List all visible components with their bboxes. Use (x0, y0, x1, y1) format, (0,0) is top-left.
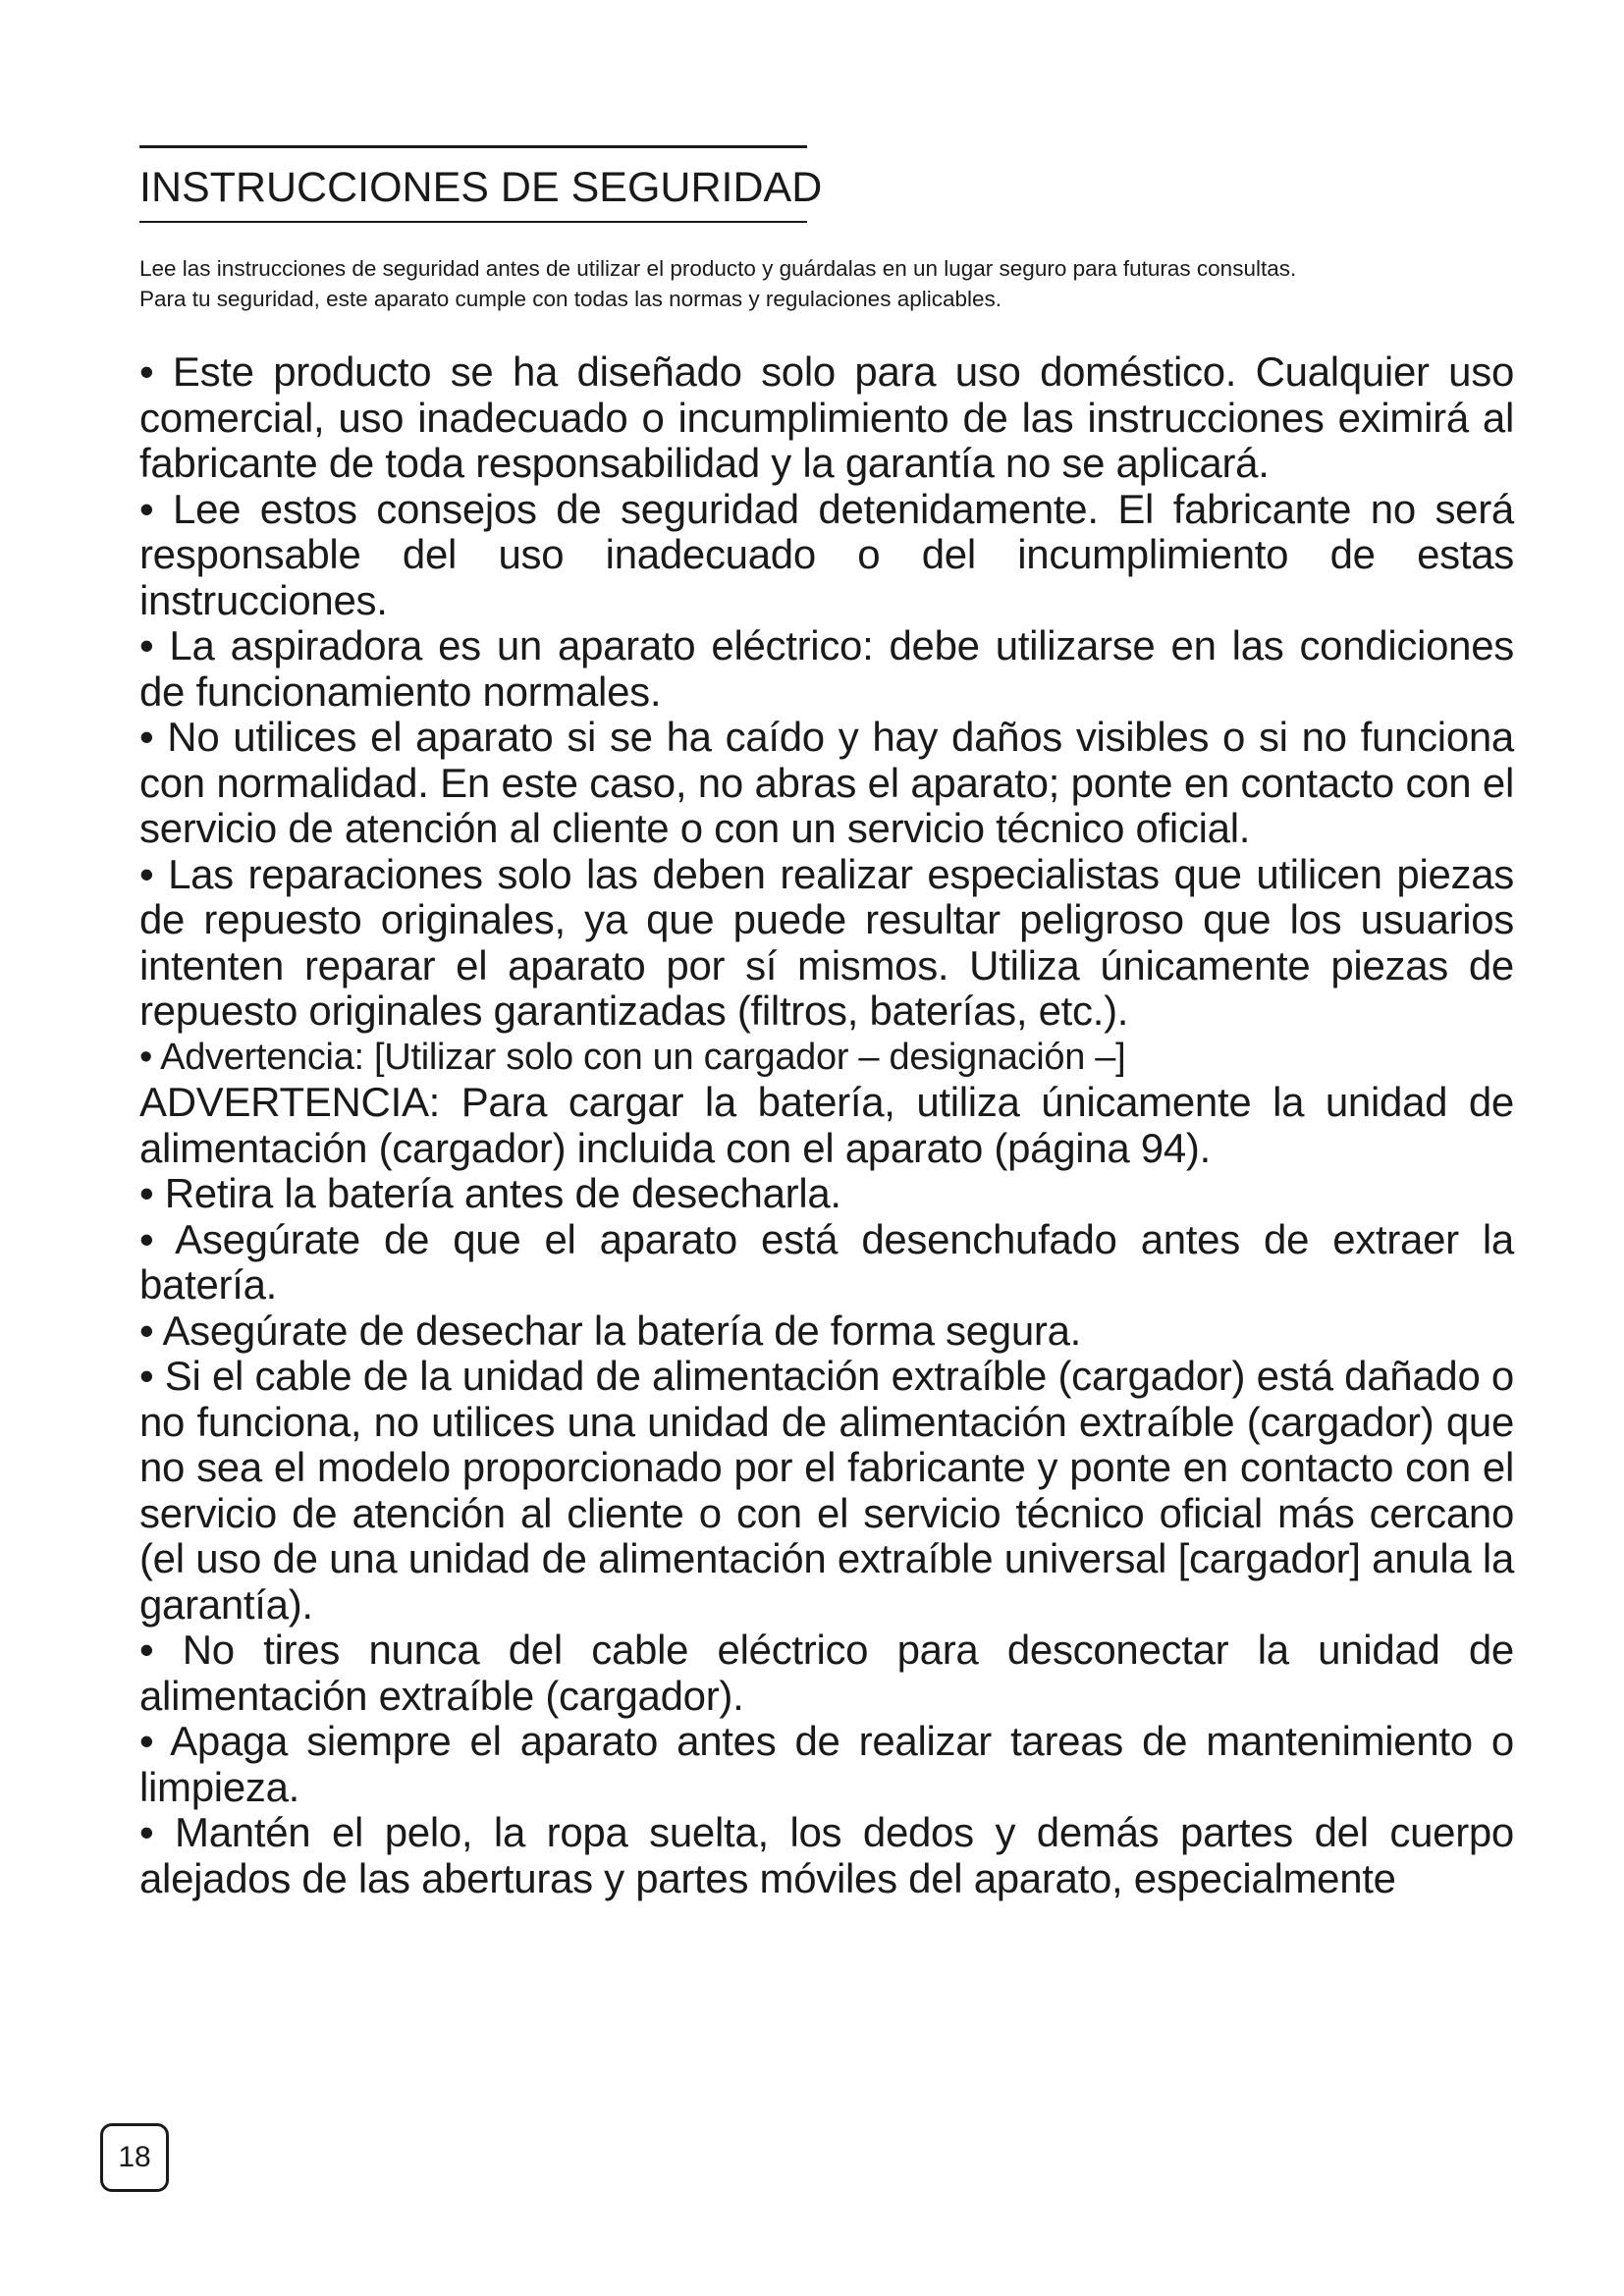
intro-line-1: Lee las instrucciones de seguridad antes de utilizar el producto y guárdalas en un lugar seguro para futuras consultas. (139, 256, 1297, 281)
instruction-item: • Retira la batería antes de desecharla. (139, 1170, 841, 1216)
instruction-item: • La aspiradora es un aparato eléctrico: debe utilizarse en las condiciones de funcionamiento normales. (139, 622, 1514, 715)
section-header (139, 145, 823, 223)
instruction-item: • Este producto se ha diseñado solo para uso doméstico. Cualquier uso comercial, uso inadecuado o incumplimiento de las instrucciones eximirá al fabricante de toda responsabilidad y la garantía no se aplicará. (139, 348, 1514, 486)
header-top-rule (139, 145, 807, 148)
instruction-item: • Si el cable de la unidad de alimentación extraíble (cargador) está dañado o no funciona, no utilices una unidad de alimentación extraíble (cargador) que no sea el modelo proporcionado por el fabricante y ponte en contacto con el servicio de atención al cliente o con el servicio técnico oficial más cercano (el uso de una unidad de alimentación extraíble universal [cargador] anula la garantía). (139, 1353, 1514, 1628)
page-number-badge: 18 (100, 2123, 169, 2192)
instruction-item: • Las reparaciones solo las deben realizar especialistas que utilicen piezas de repuesto originales, ya que puede resultar peligroso que los usuarios intenten reparar el aparato por sí mismos. Utiliza únicamente piezas de repuesto originales garantizadas (filtros, baterías, etc.). (139, 850, 1514, 1034)
instruction-item: • Asegúrate de que el aparato está desenchufado antes de extraer la batería. (139, 1215, 1514, 1308)
instruction-item: • No tires nunca del cable eléctrico para desconectar la unidad de alimentación extraíble (cargador). (139, 1627, 1514, 1719)
intro-paragraph (139, 253, 1534, 314)
instruction-item: • No utilices el aparato si se ha caído y hay daños visibles o si no funciona con normalidad. En este caso, no abras el aparato; ponte en contacto con el servicio de atención al cliente o con un servicio técnico oficial. (139, 714, 1514, 851)
intro-line-2: Para tu seguridad, este aparato cumple con todas las normas y regulaciones aplicables. (139, 287, 1002, 311)
header-bottom-rule (139, 221, 807, 223)
instruction-item: • Mantén el pelo, la ropa suelta, los dedos y demás partes del cuerpo alejados de las aberturas y partes móviles del aparato, especialmente (139, 1809, 1514, 1901)
instruction-item: • Apaga siempre el aparato antes de realizar tareas de mantenimiento o limpieza. (139, 1718, 1514, 1810)
instruction-item: • Lee estos consejos de seguridad detenidamente. El fabricante no será responsable del uso inadecuado o del incumplimiento de estas instrucciones. (139, 485, 1514, 623)
page-title: INSTRUCCIONES DE SEGURIDAD (139, 164, 823, 211)
instruction-item: • Asegúrate de desechar la batería de forma segura. (139, 1307, 1082, 1354)
safety-instructions-list (139, 349, 1514, 1901)
instruction-item-warning: • Advertencia: [Utilizar solo con un cargador – designación –] (139, 1036, 1126, 1078)
instruction-item-warning-detail: ADVERTENCIA: Para cargar la batería, utiliza únicamente la unidad de alimentación (cargador) incluida con el aparato (página 94). (139, 1079, 1514, 1171)
